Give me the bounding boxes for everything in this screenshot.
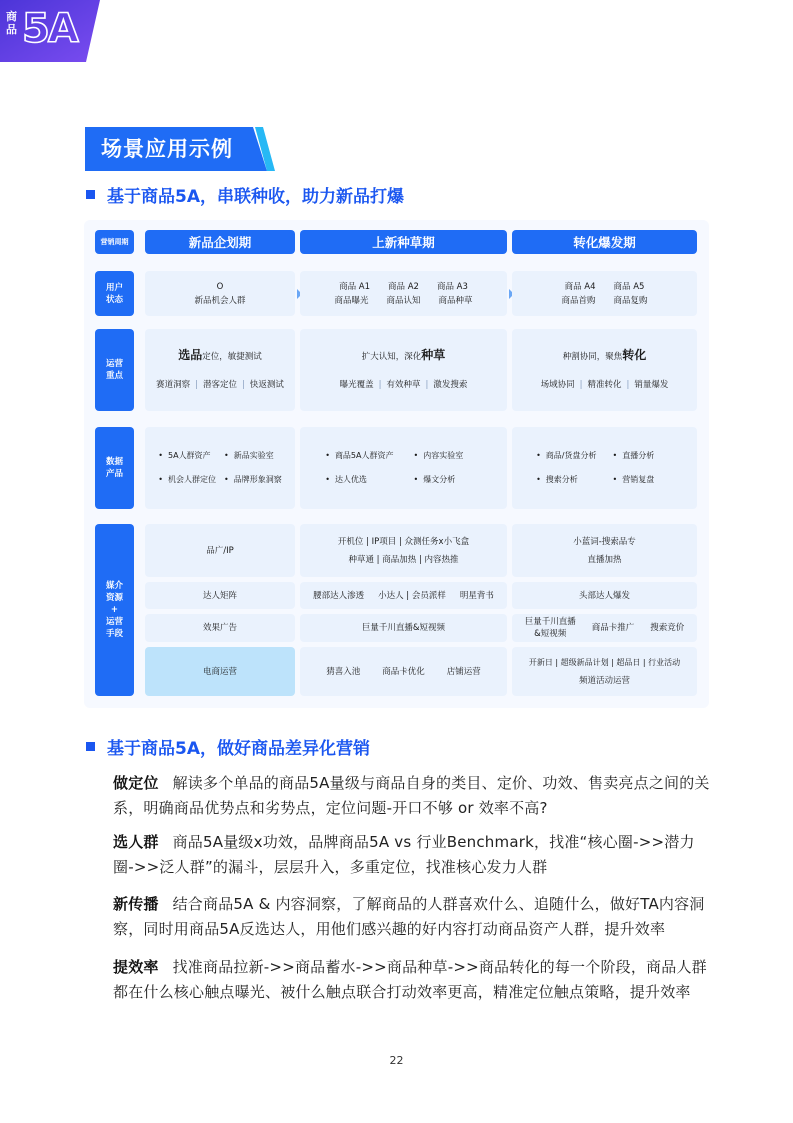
cell-item: 店铺运营 <box>446 666 481 677</box>
brand-logo <box>0 0 100 62</box>
section-title-banner <box>85 127 275 171</box>
paragraph-term: 选人群 <box>113 833 159 851</box>
cell-item: 商品 A3 <box>436 281 468 292</box>
cell-line: 直播加热 <box>587 554 622 565</box>
phase-header: 上新种草期 <box>300 230 507 254</box>
subtitle-1-text: 基于商品5A，串联种收，助力新品打爆 <box>107 187 404 207</box>
media-cell <box>512 524 697 577</box>
paragraph-term: 做定位 <box>113 774 159 792</box>
media-cell: 头部达人爆发 <box>512 582 697 609</box>
phase-header: 新品企划期 <box>145 230 295 254</box>
cell-item: 腰部达人渗透 <box>313 590 365 601</box>
bullet-item: • 直播分析 <box>613 450 673 462</box>
bullet-item: • 达人优选 <box>325 474 393 486</box>
media-label-cell: 品广/IP <box>145 524 295 577</box>
media-cell <box>300 524 507 577</box>
cell-line: 种草通 | 商品加热 | 内容热推 <box>348 554 459 565</box>
paragraph-positioning <box>113 771 713 821</box>
row-header-user-state: 用户 状态 <box>95 271 134 316</box>
ops-keyword: 转化 <box>622 348 647 362</box>
logo-small-text: 商品 <box>6 10 17 36</box>
page-number: 22 <box>389 1054 404 1067</box>
paragraph-efficiency <box>113 955 713 1005</box>
cell-item: 明星背书 <box>459 590 494 601</box>
bullet-item: • 内容实验室 <box>414 450 482 462</box>
cell-line: 频道活动运营 <box>578 675 630 686</box>
ops-text: 扩大认知，深化 <box>361 352 422 362</box>
media-cell <box>512 647 697 696</box>
cell-item: 商品卡推广 <box>591 623 635 633</box>
paragraph-text: 找准商品拉新->>商品蓄水->>商品种草->>商品转化的每一个阶段，商品人群都在什么核心触点曝光、被什么触点联合打动效率更高，精准定位触点策略，提升效率 <box>113 958 707 1001</box>
cell-line: 巨量千川直播 <box>524 617 576 627</box>
data-products-cell <box>145 427 295 509</box>
square-bullet-icon <box>86 190 95 199</box>
cell-item: 激发搜索 <box>433 380 468 390</box>
paragraph-term: 新传播 <box>113 895 159 913</box>
row-header-media: 媒介 资源 + 运营 手段 <box>95 524 134 696</box>
bullet-item: • 5A人群资产 <box>158 450 216 462</box>
cell-item: 搜索竞价 <box>650 623 685 633</box>
cell-item: 小达人 | 会员派样 <box>378 590 446 601</box>
cell-line: O <box>216 281 224 292</box>
paragraph-term: 提效率 <box>113 958 159 976</box>
cell-item: 商品种草 <box>438 295 473 306</box>
cell-item: 潜客定位 <box>202 380 237 390</box>
data-products-cell <box>512 427 697 509</box>
cell-item: 销量爆发 <box>634 380 669 390</box>
cell-line: 小蓝词-搜索品专 <box>573 536 636 547</box>
cell-line: &短视频 <box>534 629 567 639</box>
cell-item: 场域协同 <box>540 380 575 390</box>
media-cell <box>300 647 507 696</box>
cell-item: 商品 A5 <box>613 281 645 292</box>
paragraph-audience <box>113 830 713 880</box>
cell-line: 开新日 | 超级新品计划 | 超品日 | 行业活动 <box>528 657 681 667</box>
ops-cell: 选品定位，敏捷测试 赛道洞察 | 潜客定位 | 快返测试 <box>145 329 295 411</box>
cell-item: 曝光覆盖 <box>339 380 374 390</box>
strategy-table <box>84 220 709 708</box>
row-header-ops: 运营 重点 <box>95 329 134 411</box>
data-products-cell <box>300 427 507 509</box>
user-state-cell <box>512 271 697 316</box>
bullet-item: • 品牌形象洞察 <box>224 474 282 486</box>
section-title: 场景应用示例 <box>101 137 233 161</box>
row-header-data-products: 数据 产品 <box>95 427 134 509</box>
media-label-cell: 达人矩阵 <box>145 582 295 609</box>
logo-big-text: 5A <box>22 6 77 52</box>
user-state-cell <box>300 271 507 316</box>
paragraph-text: 结合商品5A & 内容洞察，了解商品的人群喜欢什么、追随什么，做好TA内容洞察，同时用商品5A反选达人，用他们感兴趣的好内容打动商品资产人群，提升效率 <box>113 895 705 938</box>
cell-item: 精准转化 <box>587 380 622 390</box>
subtitle-2-text: 基于商品5A，做好商品差异化营销 <box>107 739 370 759</box>
paragraph-communication <box>113 892 713 942</box>
ops-keyword: 种草 <box>421 348 446 362</box>
cell-item: 商品 A4 <box>564 281 596 292</box>
ops-text: 种割协同，聚焦 <box>562 352 623 362</box>
user-state-cell <box>145 271 295 316</box>
square-bullet-icon <box>86 742 95 751</box>
media-label-cell: 效果广告 <box>145 614 295 642</box>
ops-keyword: 选品 <box>178 348 203 362</box>
media-cell: 巨量千川直播&短视频 <box>300 614 507 642</box>
cell-item: 商品认知 <box>386 295 421 306</box>
cell-item: 商品复购 <box>613 295 648 306</box>
ops-cell: 种割协同，聚焦转化 场域协同 | 精准转化 | 销量爆发 <box>512 329 697 411</box>
bullet-item: • 爆文分析 <box>414 474 482 486</box>
cell-item: 赛道洞察 <box>156 380 191 390</box>
paragraph-text: 解读多个单品的商品5A量级与商品自身的类目、定价、功效、售卖亮点之间的关系，明确商品优势点和劣势点，定位问题-开口不够 or 效率不高? <box>113 774 710 817</box>
cell-item: 快返测试 <box>249 380 284 390</box>
bullet-item: • 搜索分析 <box>536 474 596 486</box>
bullet-item: • 商品5A人群资产 <box>325 450 393 462</box>
cell-item: 商品 A2 <box>388 281 419 292</box>
paragraph-text: 商品5A量级x功效，品牌商品5A vs 行业Benchmark，找准“核心圈->>潜力圈->>泛人群”的漏斗，层层升入，多重定位，找准核心发力人群 <box>113 833 695 876</box>
phase-header: 转化爆发期 <box>512 230 697 254</box>
media-label-cell-highlight: 电商运营 <box>145 647 295 696</box>
cell-item: 商品曝光 <box>334 295 369 306</box>
subtitle-2 <box>86 737 370 761</box>
cell-item: 猜喜入池 <box>326 666 361 677</box>
cell-line: 开机位 | IP项目 | 众测任务x小飞盒 <box>337 536 470 547</box>
bullet-item: • 机会人群定位 <box>158 474 216 486</box>
media-cell <box>300 582 507 609</box>
cell-item: 商品 A1 <box>339 281 371 292</box>
cell-line: 新品机会人群 <box>194 295 246 306</box>
cell-item: 商品首购 <box>561 295 596 306</box>
media-cell <box>512 614 697 642</box>
ops-text: 定位，敏捷测试 <box>202 352 262 362</box>
bullet-item: • 营销复盘 <box>613 474 673 486</box>
bullet-item: • 商品/货盘分析 <box>536 450 596 462</box>
subtitle-1 <box>86 185 404 209</box>
ops-cell: 扩大认知，深化种草 曝光覆盖 | 有效种草 | 激发搜索 <box>300 329 507 411</box>
bullet-item: • 新品实验室 <box>224 450 282 462</box>
cell-item: 有效种草 <box>386 380 421 390</box>
table-corner-label: 营销周期 <box>95 230 134 254</box>
cell-item: 商品卡优化 <box>382 666 425 677</box>
